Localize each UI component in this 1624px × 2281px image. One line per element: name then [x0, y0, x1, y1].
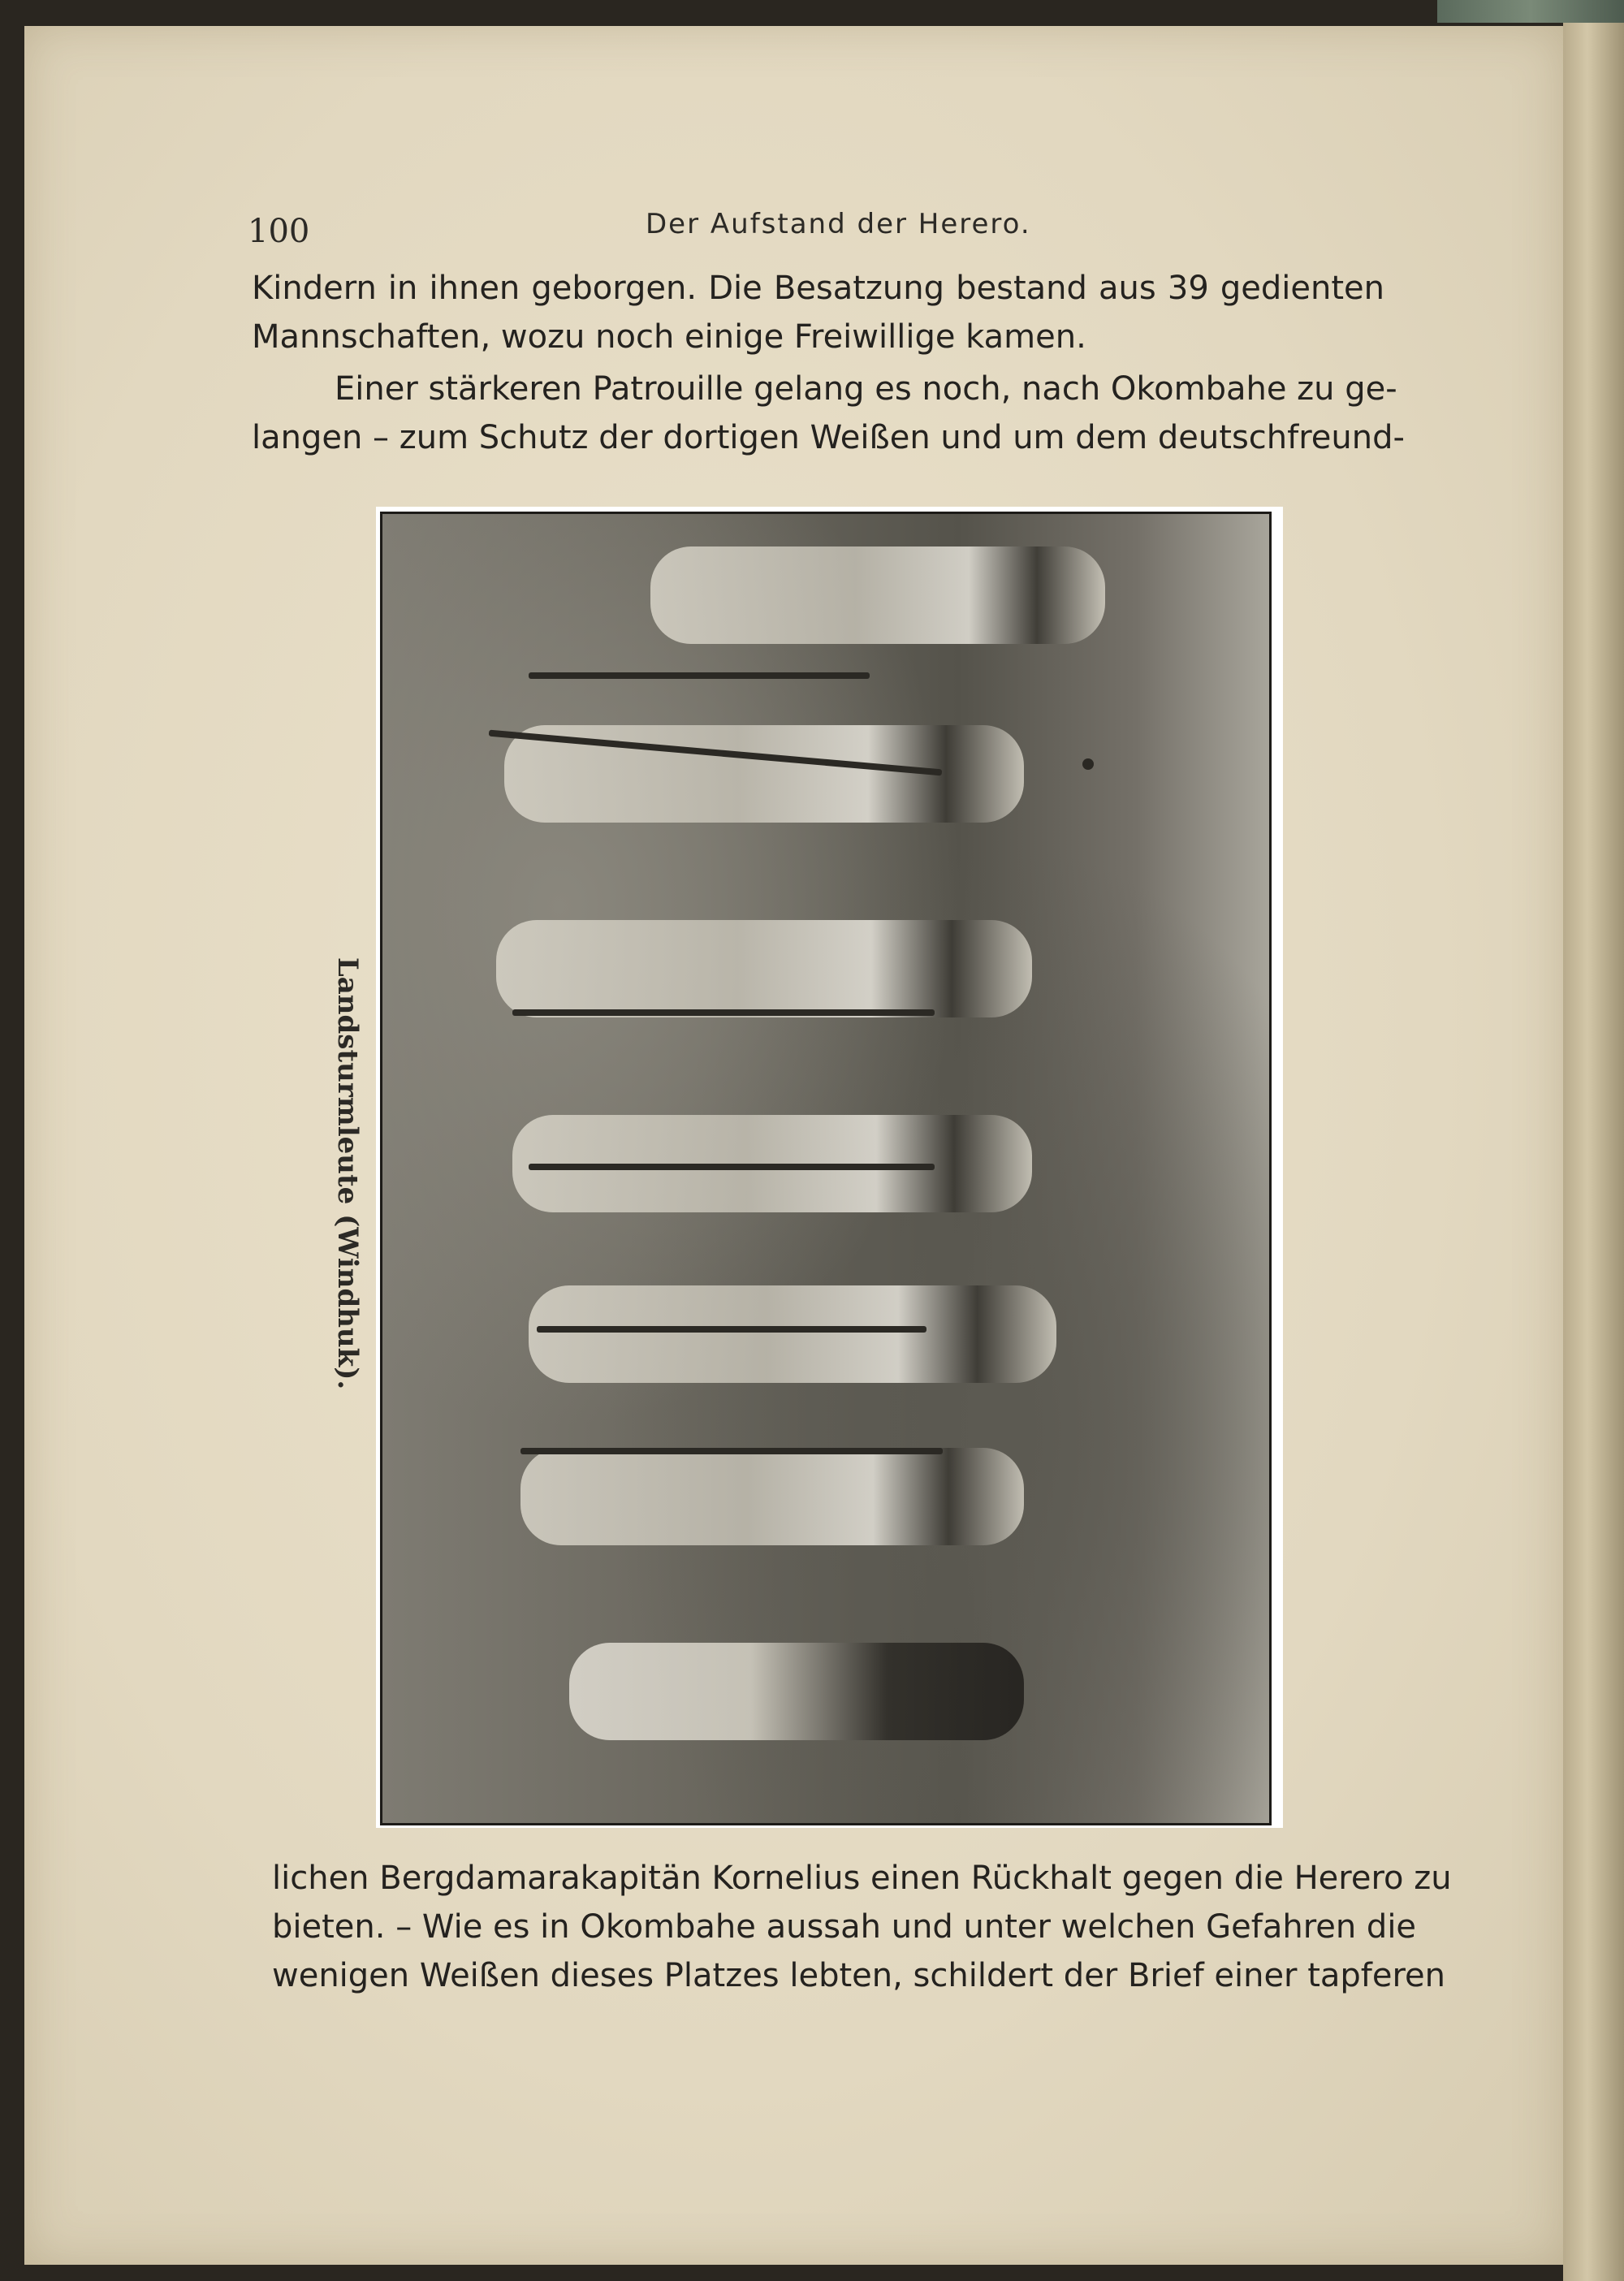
- photo-rifle: [529, 1164, 935, 1170]
- figure-caption: [323, 957, 372, 1390]
- photo-figure: [569, 1643, 1024, 1740]
- figure-caption-text: Landsturmleute (Windhuk).: [331, 957, 364, 1390]
- body-line: wenigen Weißen dieses Platzes lebten, schildert der Brief einer tapferen: [272, 1957, 1446, 1994]
- photo-rifle: [529, 672, 870, 679]
- body-line: langen – zum Schutz der dortigen Weißen und um dem deutschfreund-: [252, 419, 1405, 456]
- photo-figure: [496, 920, 1032, 1017]
- page-number: 100: [248, 213, 310, 250]
- body-line: Kindern in ihnen geborgen. Die Besatzung bestand aus 39 gedienten: [252, 270, 1384, 307]
- body-line: bieten. – Wie es in Okombahe aussah und unter welchen Gefahren die: [272, 1908, 1417, 1946]
- photo-rifle: [537, 1326, 926, 1333]
- running-head: Der Aufstand der Herero.: [646, 208, 1031, 240]
- photograph-soldiers: [380, 512, 1272, 1825]
- body-line: Mannschaften, wozu noch einige Freiwillige kamen.: [252, 318, 1086, 356]
- photo-figure: [650, 546, 1105, 644]
- body-line: Einer stärkeren Patrouille gelang es noch, nach Okombahe zu ge-: [335, 370, 1397, 408]
- photo-rifle: [520, 1448, 943, 1454]
- photo-rifle: [512, 1009, 935, 1016]
- book-spine: [1563, 0, 1624, 2281]
- photo-figure: [520, 1448, 1024, 1545]
- binding-edge: [1437, 0, 1624, 23]
- photo-figure: [529, 1285, 1056, 1383]
- body-line: lichen Bergdamarakapitän Kornelius einen Rückhalt gegen die Herero zu: [272, 1860, 1452, 1897]
- paper-speck: [1082, 758, 1094, 770]
